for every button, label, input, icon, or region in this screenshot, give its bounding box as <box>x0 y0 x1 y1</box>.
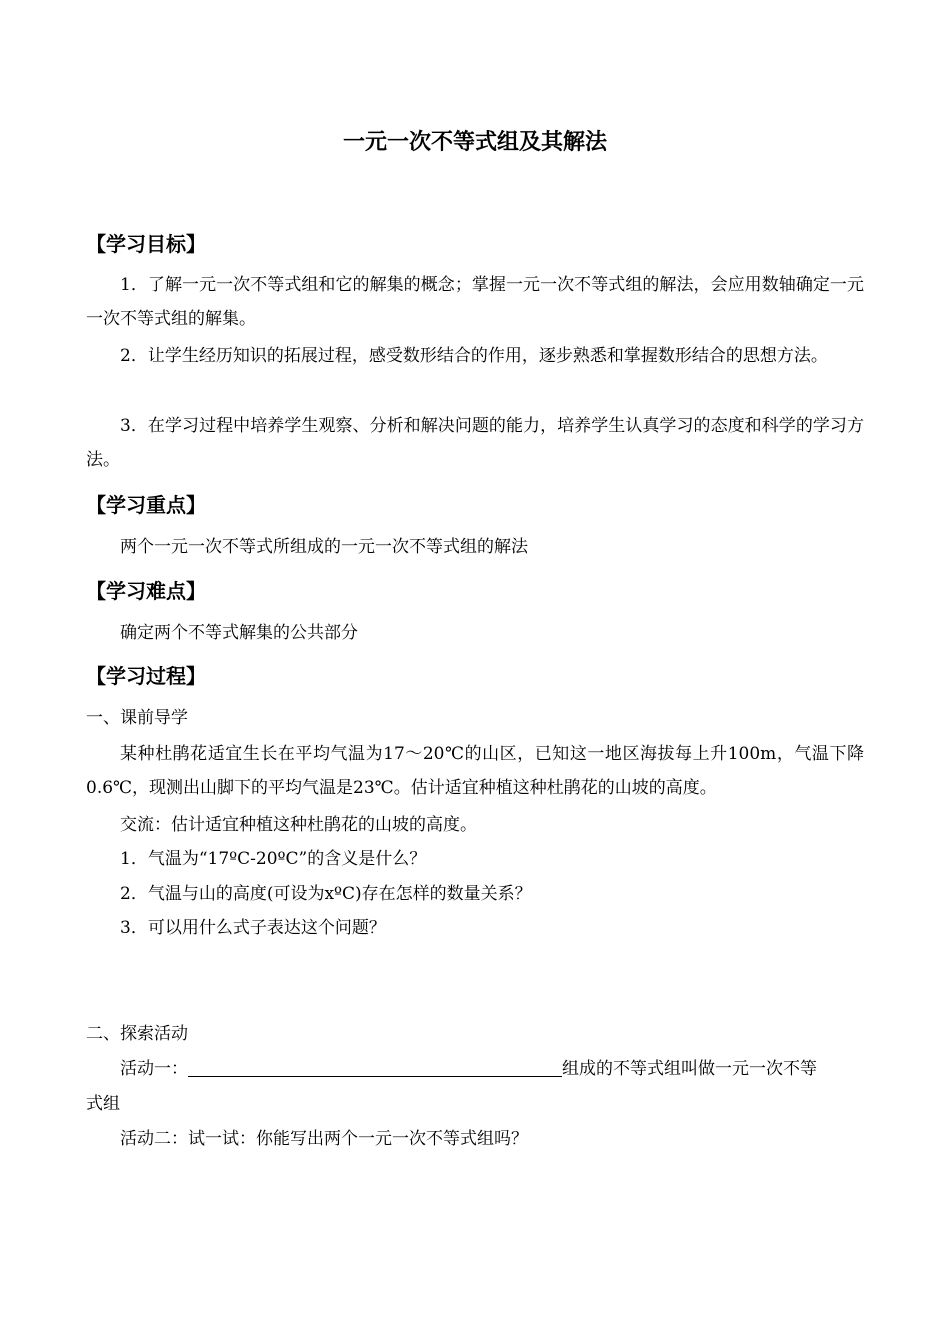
page-title: 一元一次不等式组及其解法 <box>342 130 607 155</box>
goal-item-1: 1．了解一元一次不等式组和它的解集的概念；掌握一元一次不等式组的解法，会应用数轴确定一元一次不等式组的解集。 <box>86 275 864 329</box>
part1-title: 一、课前导学 <box>86 708 188 728</box>
activity-1-wrap: 式组 <box>86 1094 120 1114</box>
question-2: 2．气温与山的高度(可设为xºC)存在怎样的数量关系？ <box>120 884 532 904</box>
activity-1-suffix: 组成的不等式组叫做一元一次不等 <box>562 1059 817 1079</box>
key-point-text: 两个一元一次不等式所组成的一元一次不等式组的解法 <box>120 537 528 557</box>
activity-1-prefix: 活动一： <box>120 1059 188 1079</box>
question-3: 3．可以用什么式子表达这个问题？ <box>120 918 386 938</box>
fill-in-blank[interactable] <box>188 1056 562 1077</box>
key-point-heading: 【学习重点】 <box>86 493 206 517</box>
goal-item-2: 2．让学生经历知识的拓展过程，感受数形结合的作用，逐步熟悉和掌握数形结合的思想方法。 <box>120 346 828 366</box>
process-heading: 【学习过程】 <box>86 664 206 688</box>
difficulty-heading: 【学习难点】 <box>86 579 206 603</box>
activity-1 <box>120 1052 817 1086</box>
goals-heading: 【学习目标】 <box>86 232 206 256</box>
part2-title: 二、探索活动 <box>86 1024 188 1044</box>
difficulty-text: 确定两个不等式解集的公共部分 <box>120 623 358 643</box>
part1-problem: 某种杜鹃花适宜生长在平均气温为17～20℃的山区，已知这一地区海拔每上升100m，气温下降0.6℃，现测出山脚下的平均气温是23℃。估计适宜种植这种杜鹃花的山坡的高度。 <box>86 744 864 798</box>
goal-item-3: 3．在学习过程中培养学生观察、分析和解决问题的能力，培养学生认真学习的态度和科学的学习方法。 <box>86 416 864 470</box>
activity-2: 活动二：试一试：你能写出两个一元一次不等式组吗？ <box>120 1129 528 1149</box>
question-1: 1．气温为“17ºC-20ºC”的含义是什么？ <box>120 849 427 869</box>
part1-discussion: 交流：估计适宜种植这种杜鹃花的山坡的高度。 <box>120 815 477 835</box>
